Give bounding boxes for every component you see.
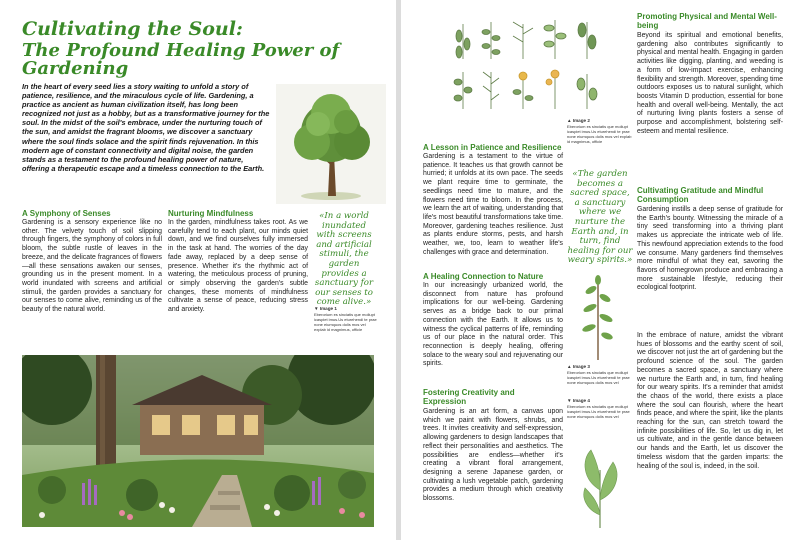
botanical-sketches bbox=[451, 14, 601, 114]
tree-illustration bbox=[276, 84, 386, 204]
image2-caption bbox=[567, 118, 633, 144]
sapling-sketch bbox=[573, 272, 623, 362]
image3-caption bbox=[567, 364, 633, 385]
heading-wellbeing: Promoting Physical and Mental Well-being bbox=[637, 12, 777, 30]
image1-label: ▼ Image 1 bbox=[314, 306, 337, 311]
leaf-sketch bbox=[573, 440, 627, 530]
heading-gratitude: Cultivating Gratitude and Mindful Consumption bbox=[637, 186, 764, 204]
pull-quote-right: «The garden becomes a sacred space, a sanctuary where we nurture the Earth and, in turn, find healing for our weary spirits.» bbox=[567, 169, 633, 266]
pull-quote-left: «In a world inundated with screens and artificial stimuli, the garden provides a sanctuary for our senses to come alive.» bbox=[314, 211, 374, 308]
page-title-line2: The Profound Healing Power of Gardening bbox=[22, 40, 340, 79]
image3-text: Eberorium es sinciatis que mollupt icaspiet imus.Us eturehendi te prae none eiumquos dolis mos vel bbox=[567, 370, 630, 385]
body-connection: In our increasingly urbanized world, the disconnect from nature has profound implications for our well-being. Gardening serves as a bridge back to our primal connection with the Earth. It allows us to witness the cyclical patterns of life, reminding us of our place in the natural order. This reconnection is deeply healing, offering solace to the weary soul and rejuvenating our spirits. bbox=[423, 282, 563, 368]
heading-symphony: A Symphony of Senses bbox=[22, 209, 111, 218]
heading-mindfulness: Nurturing Mindfulness bbox=[168, 209, 254, 218]
image2-label: ▲ Image 2 bbox=[567, 118, 590, 123]
image2-text: Eberorium es sinciatis que mollupt icaspiet imus.Us eturehendi te prae none eiumquos dolis mos vel explab id magnimus, officie bbox=[567, 124, 632, 144]
image4-label: ▼ Image 4 bbox=[567, 398, 590, 403]
garden-photo bbox=[22, 355, 374, 527]
body-gratitude: Gardening instills a deep sense of gratitude for the Earth's bounty. Witnessing the miracle of a tiny seed transforming into a thriving plant makes us appreciate the intricate web of life. This newfound appreciation extends to the food we consume. Many gardeners find themselves more mindful of what they eat, savoring the flavors of homegrown produce and embracing a more sustainable lifestyle, reducing their ecological footprint. bbox=[637, 206, 783, 292]
left-page bbox=[0, 0, 396, 540]
body-patience: Gardening is a testament to the virtue of patience. It teaches us that growth cannot be hurried; it unfolds at its own pace. The seeds we plant require time to germinate, the seedlings need time to mature, and the flowers need time to bloom. In the process, we learn the art of waiting, understanding that life's most beautiful transformations take time. Moreover, gardening teaches resilience. Just as plants endure storms, pests, and harsh weather, we, too, learn to weather life's challenges with grace and determination. bbox=[423, 153, 563, 256]
page-title-line1: Cultivating the Soul: bbox=[22, 18, 243, 40]
heading-connection: A Healing Connection to Nature bbox=[423, 272, 544, 281]
image1-text: Eberorium es sinciatis que mollupt icaspiet imus.Us eturehendi te prae none eiumquos dolis mos vel explab id magnimus, officie bbox=[314, 312, 377, 332]
heading-patience: A Lesson in Patience and Resilience bbox=[423, 143, 562, 152]
body-closing: In the embrace of nature, amidst the vibrant hues of blossoms and the earthy scent of soil, we discover not just the art of gardening but the profound science of the soul. The garden becomes a sacred space, a sanctuary where we nurture the Earth and, in turn, find healing for our weary spirits. It's a reminder that amidst the chaos of the world, there exists a place where the soul can flourish, where the heart finds peace, and where the spirit, like the plants reaching for the sun, can stretch toward the infinite possibilities of life. So, let us dig in, let us cultivate, and in the gentle dance between our hands and the Earth, let us discover the timeless wisdom that the garden imparts: the healing of the soul is, indeed, in the soil. bbox=[637, 332, 783, 470]
image4-caption bbox=[567, 398, 633, 419]
image1-caption bbox=[314, 306, 378, 332]
body-mindfulness: In the garden, mindfulness takes root. As we carefully tend to each plant, our minds quiet down, and we find ourselves fully immersed in the task at hand. The worries of the day fade away, replaced by a deep sense of presence. Whether it's the rhythmic act of watering, the meticulous process of pruning, or simply observing the garden's subtle changes, these moments of mindfulness cultivate a sense of peace, reducing stress and anxiety. bbox=[168, 219, 308, 314]
right-page bbox=[401, 0, 799, 540]
image4-text: Eberorium es sinciatis que mollupt icaspiet imus.Us eturehendi te prae none eiumquos dolis mos vel bbox=[567, 404, 630, 419]
body-creativity: Gardening is an art form, a canvas upon which we paint with flowers, shrubs, and trees. It invites creativity and self-expression, allowing gardeners to design landscapes that reflect their personalities and aesthetics. The possibilities are endless—whether it's creating a vibrant floral arrangement, designing a serene Japanese garden, or cultivating a lush vegetable patch, gardening provides a medium through which creativity blossoms. bbox=[423, 408, 563, 503]
body-symphony: Gardening is a sensory experience like no other. The velvety touch of soil slipping through fingers, the symphony of colors in full bloom, the subtle rustle of leaves in the breeze, and the delicate fragrances of flowers—all these sensations awaken our senses, grounding us in the present moment. In a world inundated with screens and artificial stimuli, the garden provides a sanctuary for our senses to come alive, reminding us of the beauty of the natural world. bbox=[22, 219, 162, 314]
heading-creativity: Fostering Creativity and Expression bbox=[423, 388, 515, 406]
body-wellbeing: Beyond its spiritual and emotional benefits, gardening also contributes significantly to physical and mental health. Engaging in garden activities like digging, planting, and weeding is a form of low-impact exercise, enhancing flexibility and strength. Moreover, spending time outdoors exposes us to natural sunlight, which boosts Vitamin D production, essential for bone health and overall well-being. Mentally, the act of nurturing living plants fosters a sense of purpose and accomplishment, bolstering self-esteem and mental resilience. bbox=[637, 32, 783, 135]
image3-label: ▲ Image 3 bbox=[567, 364, 590, 369]
intro-paragraph: In the heart of every seed lies a story waiting to unfold a story of patience, resilience, and the miraculous cycle of life. Gardening, a practice as ancient as human civilization itself, has long been recognized not just as a hobby, but as a transformative journey for the soul. In the midst of the soil's embrace, under the nurturing touch of the sun, and amidst the fragrant blooms, we discover a sanctuary where the soul finds solace and the spirit finds rejuvenation. In this modern age of constant connectivity and digital noise, the garden stands as a testament to the profound healing power of nature, offering a therapeutic escape and a timeless connection to the Earth. bbox=[22, 82, 270, 173]
